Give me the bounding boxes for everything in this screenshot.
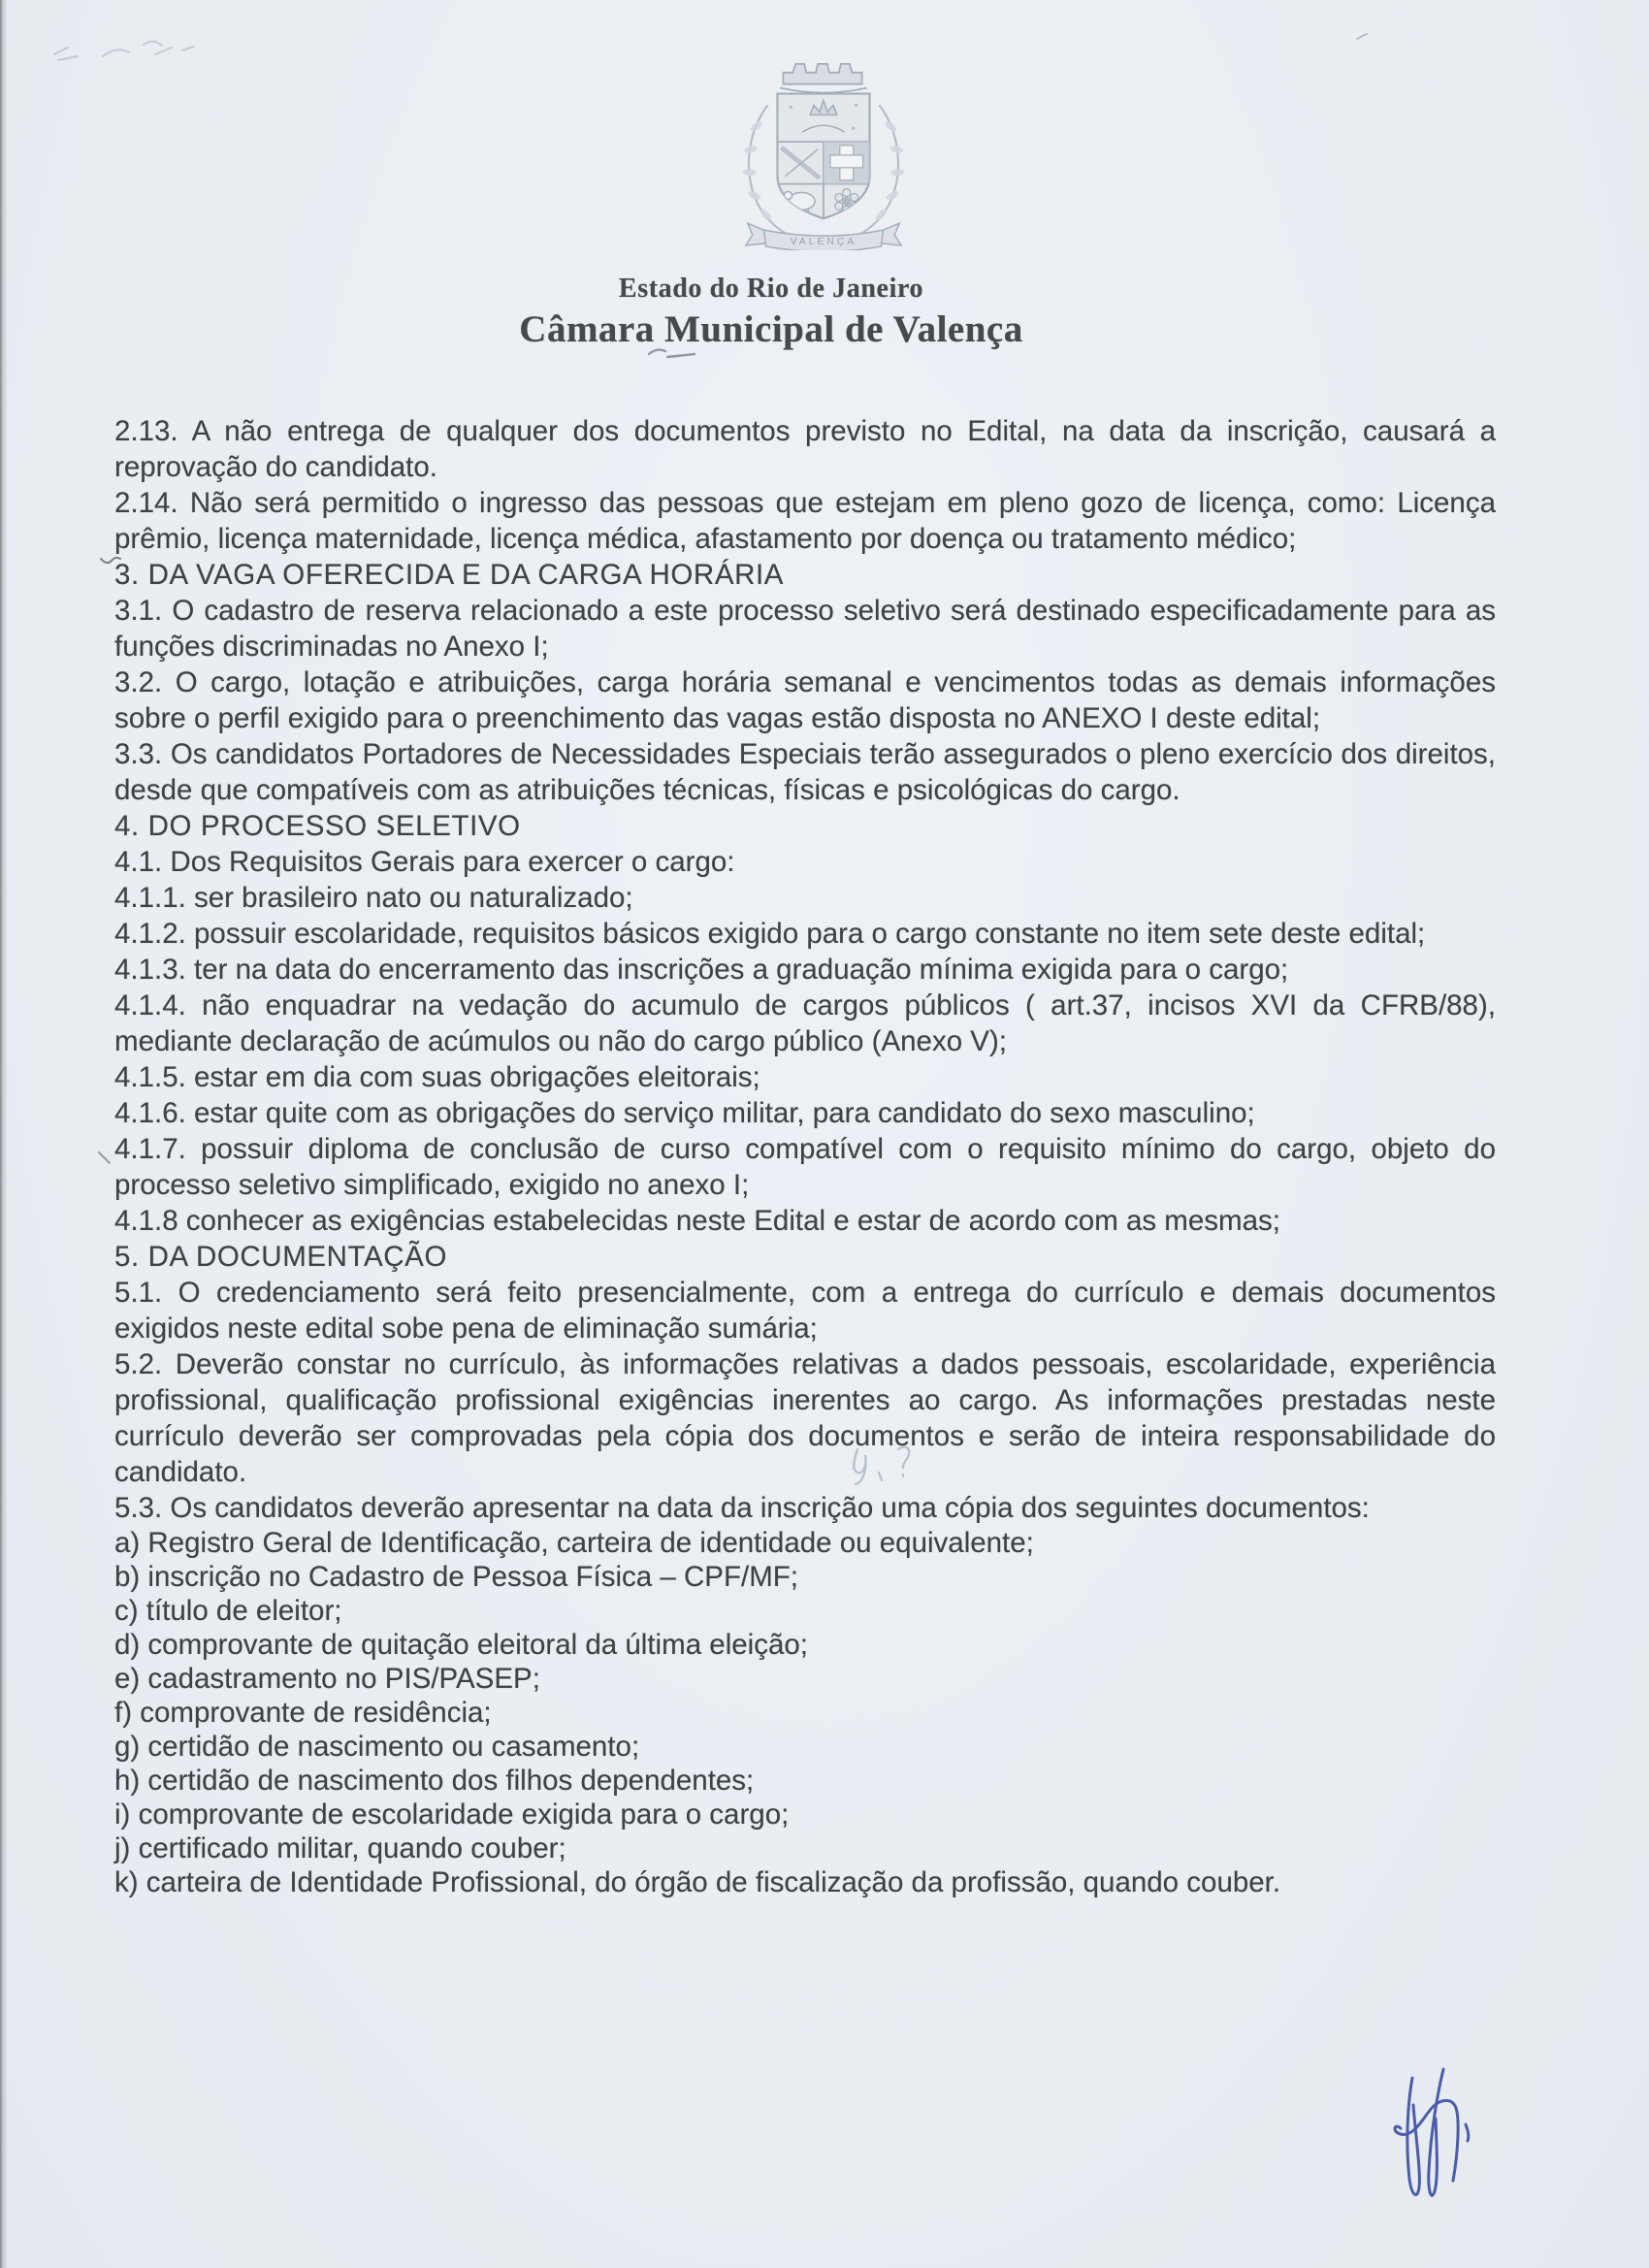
- doc-item-g: g) certidão de nascimento ou casamento;: [114, 1731, 640, 1763]
- clause-4-1-2: 4.1.2. possuir escolaridade, requisitos básicos exigido para o cargo constante no item sete deste edital;: [114, 918, 1426, 950]
- header-municipality-line: Câmara Municipal de Valença: [519, 308, 1023, 350]
- pencil-scribble: [47, 25, 231, 72]
- doc-item-f: f) comprovante de residência;: [114, 1697, 492, 1729]
- doc-item-d: d) comprovante de quitação eleitoral da última eleição;: [114, 1629, 808, 1661]
- clause-2-13: 2.13. A não entrega de qualquer dos documentos previsto no Edital, na data da inscrição, causará a reprovação do candidato.: [114, 415, 1496, 483]
- section-5-heading: 5. DA DOCUMENTAÇÃO: [114, 1241, 447, 1273]
- doc-item-e: e) cadastramento no PIS/PASEP;: [114, 1663, 540, 1695]
- doc-item-j: j) certificado militar, quando couber;: [114, 1832, 566, 1864]
- clause-3-3: 3.3. Os candidatos Portadores de Necessidades Especiais terão assegurados o pleno exercício dos direitos, desde que compatíveis com as atribuições técnicas, físicas e psicológicas do cargo.: [114, 738, 1496, 806]
- clause-4-1: 4.1. Dos Requisitos Gerais para exercer o cargo:: [114, 846, 735, 878]
- doc-item-i: i) comprovante de escolaridade exigida para o cargo;: [114, 1798, 790, 1831]
- clause-3-1: 3.1. O cadastro de reserva relacionado a este processo seletivo será destinado especificadamente para as funções discriminadas no Anexo I;: [114, 595, 1496, 663]
- clause-4-1-4: 4.1.4. não enquadrar na vedação do acumulo de cargos públicos ( art.37, incisos XVI da CFRB/88), mediante declaração de acúmulos ou não do cargo público (Anexo V);: [114, 989, 1496, 1057]
- margin-tick-413: [95, 1149, 116, 1170]
- crest-banner-text: VALENÇA: [790, 237, 857, 248]
- coat-of-arms: [728, 49, 920, 250]
- doc-item-b: b) inscrição no Cadastro de Pessoa Física – CPF/MF;: [114, 1561, 798, 1593]
- clause-5-2: 5.2. Deverão constar no currículo, às informações relativas a dados pessoais, escolaridade, experiência profissional, qualificação profissional exigências inerentes ao cargo. As informações prestadas neste currículo deverão ser comprovadas pela cópia dos documentos e serão de inteira responsabilidade do candidato.: [114, 1348, 1496, 1488]
- clause-4-1-3: 4.1.3. ter na data do encerramento das inscrições a graduação mínima exigida para o cargo;: [114, 954, 1289, 986]
- clause-4-1-5: 4.1.5. estar em dia com suas obrigações eleitorais;: [114, 1061, 760, 1093]
- clause-3-2: 3.2. O cargo, lotação e atribuições, carga horária semanal e vencimentos todas as demais informações sobre o perfil exigido para o preenchimento das vagas estão disposta no ANEXO I deste edital;: [114, 666, 1496, 734]
- doc-item-c: c) título de eleitor;: [114, 1595, 342, 1627]
- clause-5-1: 5.1. O credenciamento será feito presencialmente, com a entrega do currículo e demais documentos exigidos neste edital sobe pena de eliminação sumária;: [114, 1277, 1496, 1345]
- signature-initials: [1381, 2064, 1490, 2223]
- section-4-heading: 4. DO PROCESSO SELETIVO: [114, 810, 521, 842]
- doc-item-h: h) certidão de nascimento dos filhos dependentes;: [114, 1765, 755, 1797]
- clause-4-1-1: 4.1.1. ser brasileiro nato ou naturalizado;: [114, 882, 633, 914]
- document-header: [0, 274, 1542, 351]
- document-body: [114, 413, 1496, 1899]
- doc-item-a: a) Registro Geral de Identificação, carteira de identidade ou equivalente;: [114, 1527, 1034, 1559]
- section-3-heading: 3. DA VAGA OFERECIDA E DA CARGA HORÁRIA: [114, 559, 785, 591]
- doc-item-k: k) carteira de Identidade Profissional, do órgão de fiscalização da profissão, quando couber.: [114, 1866, 1281, 1898]
- crest-crown: [780, 64, 866, 93]
- clause-4-1-8: 4.1.8 conhecer as exigências estabelecidas neste Edital e estar de acordo com as mesmas;: [114, 1205, 1280, 1237]
- corner-pen-mark: [1354, 29, 1374, 45]
- clause-4-1-6: 4.1.6. estar quite com as obrigações do serviço militar, para candidato do sexo masculino;: [114, 1097, 1255, 1129]
- header-pen-dash: [646, 341, 700, 365]
- clause-5-3: 5.3. Os candidatos deverão apresentar na data da inscrição uma cópia dos seguintes documentos:: [114, 1492, 1370, 1524]
- clause-2-14: 2.14. Não será permitido o ingresso das pessoas que estejam em pleno gozo de licença, como: Licença prêmio, licença maternidade, licença médica, afastamento por doença ou tratamento médico;: [114, 487, 1496, 555]
- clause-4-1-7: 4.1.7. possuir diploma de conclusão de curso compatível com o requisito mínimo do cargo, objeto do processo seletivo simplificado, exigido no anexo I;: [114, 1133, 1496, 1201]
- header-state-line: Estado do Rio de Janeiro: [618, 274, 924, 304]
